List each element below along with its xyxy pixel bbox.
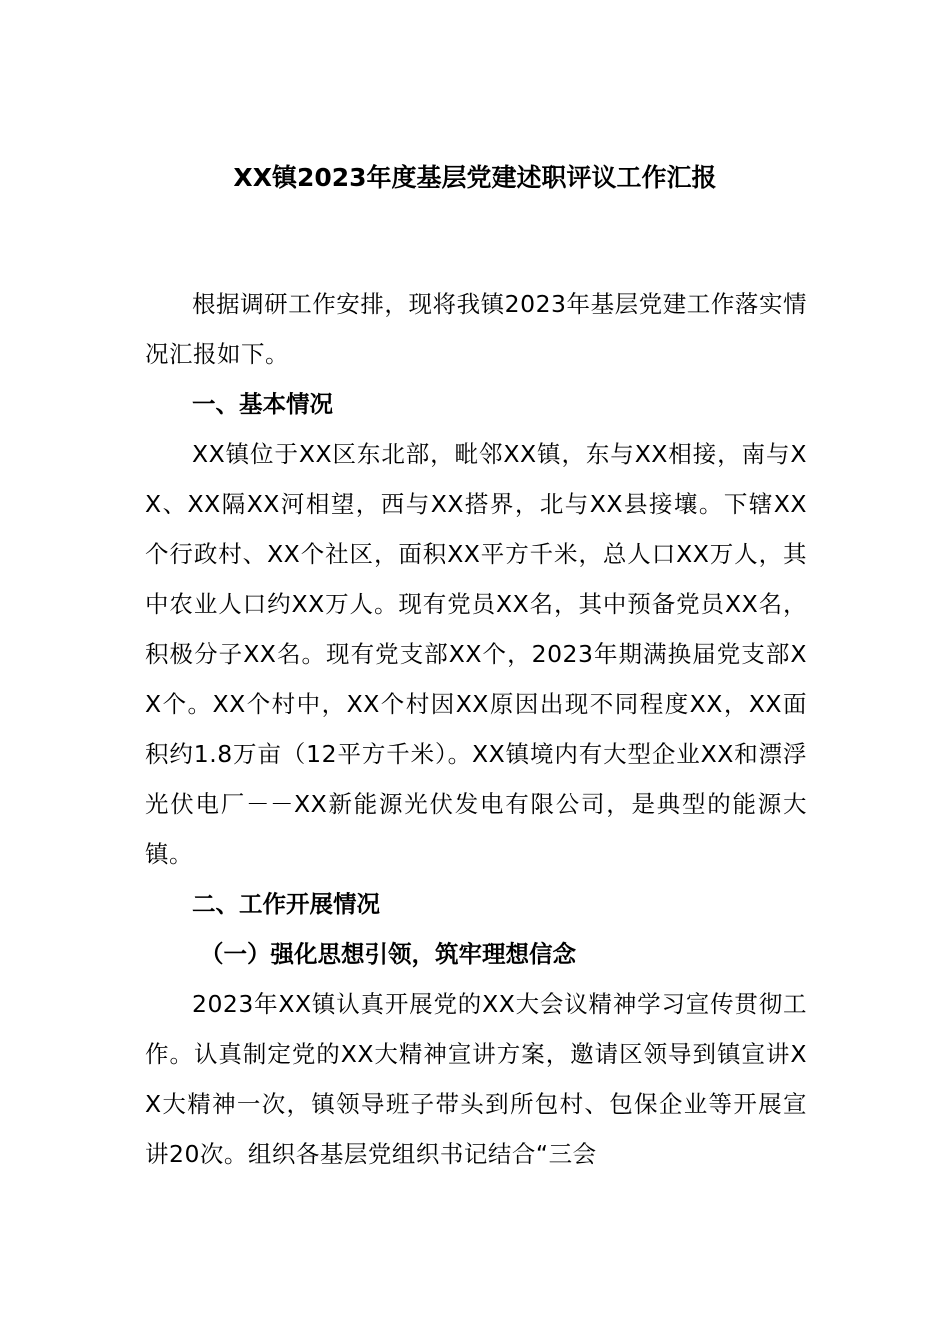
section-heading-work-progress: 二、工作开展情况 (192, 890, 380, 918)
section-heading-basic-situation: 一、基本情况 (192, 390, 333, 418)
document-body (145, 279, 807, 1179)
subsection-heading-ideological-guidance: （一）强化思想引领，筑牢理想信念 (200, 940, 576, 968)
intro-paragraph: 根据调研工作安排，现将我镇2023年基层党建工作落实情况汇报如下。 (145, 290, 807, 368)
document-title: XX镇2023年度基层党建述职评议工作汇报 (233, 163, 717, 192)
basic-situation-paragraph: XX镇位于XX区东北部，毗邻XX镇，东与XX相接，南与XX、XX隔XX河相望，西与XX搭界，北与XX县接壤。下辖XX个行政村、XX个社区，面积XX平方千米，总人口XX万人，其中农业人口约XX万人。现有党员XX名，其中预备党员XX名，积极分子XX名。现有党支部XX个，2023年期满换届党支部XX个。XX个村中，XX个村因XX原因出现不同程度XX，XX面积约1.8万亩（12平方千米）。XX镇境内有大型企业XX和漂浮光伏电厂－－XX新能源光伏发电有限公司，是典型的能源大镇。 (145, 440, 807, 868)
ideological-guidance-paragraph: 2023年XX镇认真开展党的XX大会议精神学习宣传贯彻工作。认真制定党的XX大精神宣讲方案，邀请区领导到镇宣讲XX大精神一次，镇领导班子带头到所包村、包保企业等开展宣讲20次。组织各基层党组织书记结合“三会 (145, 990, 807, 1168)
